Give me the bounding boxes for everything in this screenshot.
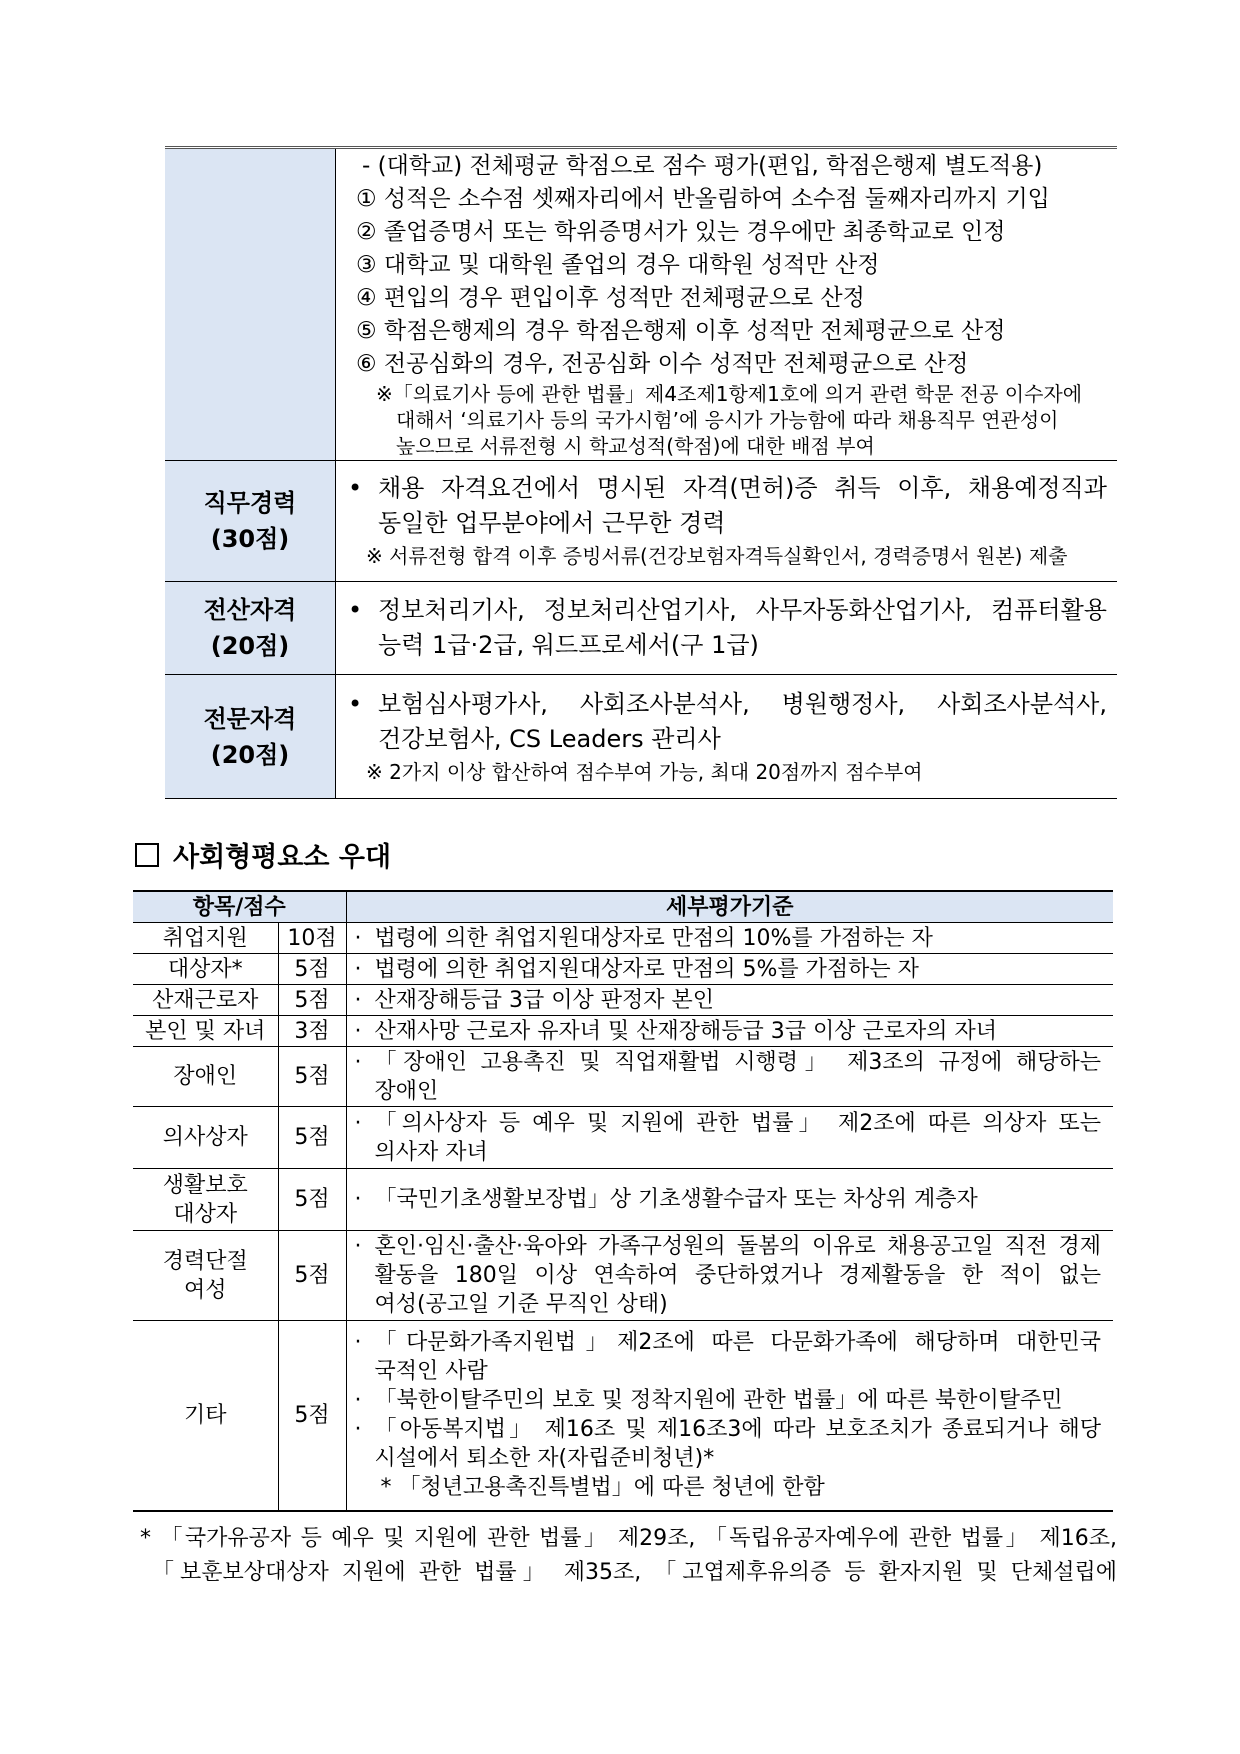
section-title: 사회형평요소 우대 <box>173 842 392 873</box>
row-score: 5점 <box>278 1321 346 1511</box>
criteria-line: 혼인·임신·출산·육아와 가족구성원의 돌봄의 이유로 채용공고일 직전 경제 <box>374 1234 1101 1259</box>
academic-note-line-2: 대해서 ‘의료기사 등의 국가시험’에 응시가 가능함에 따라 채용직무 연관성이 <box>396 408 1059 432</box>
criteria-line: 「의사상자 등 예우 및 지원에 관한 법률」 제2조에 따른 의상자 또는 <box>374 1110 1101 1136</box>
row-criteria <box>346 923 1113 954</box>
middle-dot-icon: · <box>354 1110 362 1136</box>
table-row <box>133 923 1113 954</box>
row-score: 10점 <box>278 923 346 954</box>
row-score: 5점 <box>278 1107 346 1169</box>
criteria-line: 국적인 사람 <box>374 1359 488 1385</box>
academic-row <box>165 148 1117 461</box>
academic-item-2: ② 졸업증명서 또는 학위증명서가 있는 경우에만 최종학교로 인정 <box>356 219 1006 245</box>
bullet-icon: • <box>348 689 363 718</box>
table-row <box>133 1231 1113 1321</box>
row-label: 취업지원 <box>133 923 278 954</box>
professional-certificate-title: 전문자격 <box>203 704 297 733</box>
row-score: 5점 <box>278 1047 346 1107</box>
it-certificate-title: 전산자격 <box>203 596 297 624</box>
row-label: 산재근로자 <box>133 985 278 1016</box>
criteria-text: 법령에 의한 취업지원대상자로 만점의 10%를 가점하는 자 <box>374 925 933 951</box>
row-criteria <box>346 985 1113 1016</box>
academic-item-5: ⑤ 학점은행제의 경우 학점은행제 이후 성적만 전체평균으로 산정 <box>356 318 1006 344</box>
criteria-text: 산재사망 근로자 유자녀 및 산재장해등급 3급 이상 근로자의 자녀 <box>374 1018 998 1044</box>
academic-content-cell <box>336 148 1118 461</box>
row-score: 5점 <box>278 1169 346 1231</box>
row-label: 본인 및 자녀 <box>133 1016 278 1047</box>
it-certificate-row <box>165 582 1117 675</box>
professional-certificate-bullet <box>348 687 1107 757</box>
row-score: 5점 <box>278 985 346 1016</box>
social-equity-table <box>133 890 1113 1512</box>
header-criteria: 세부평가기준 <box>346 891 1113 923</box>
table-row <box>133 1016 1113 1047</box>
professional-certificate-note: ※ 2가지 이상 합산하여 점수부여 가능, 최대 20점까지 점수부여 <box>366 759 923 784</box>
table-row <box>133 985 1113 1016</box>
row-score: 5점 <box>278 1231 346 1321</box>
job-experience-label <box>165 461 336 582</box>
professional-certificate-line-2: 건강보험사, CS Leaders 관리사 <box>378 724 721 753</box>
it-certificate-label <box>165 582 336 675</box>
job-experience-line-1: 채용 자격요건에서 명시된 자격(면허)증 취득 이후, 채용예정직과 <box>378 474 1107 502</box>
youth-subnote: * 「청년고용촉진특별법」에 따른 청년에 한함 <box>380 1475 825 1501</box>
row-score: 3점 <box>278 1016 346 1047</box>
section-heading <box>135 835 391 874</box>
it-certificate-line-1: 정보처리기사, 정보처리산업기사, 사무자동화산업기사, 컴퓨터활용 <box>378 596 1107 624</box>
row-criteria <box>346 1107 1113 1169</box>
job-experience-note: ※ 서류전형 합격 이후 증빙서류(건강보험자격득실확인서, 경력증명서 원본) 제출 <box>366 544 1068 568</box>
professional-certificate-score: (20점) <box>210 740 290 769</box>
academic-note-line-1: ※「의료기사 등에 관한 법률」제4조제1항제1호에 의거 관련 학문 전공 이수자에 <box>376 382 1083 406</box>
middle-dot-icon: · <box>354 1330 362 1356</box>
academic-item-1: ① 성적은 소수점 셋째자리에서 반올림하여 소수점 둘째자리까지 기입 <box>356 186 1050 212</box>
row-label: 기타 <box>133 1321 278 1511</box>
row-label: 장애인 <box>133 1047 278 1107</box>
job-experience-title: 직무경력 <box>203 489 297 517</box>
row-label-line: 여성 <box>183 1277 227 1303</box>
academic-note-line-3: 높으므로 서류전형 시 학교성적(학점)에 대한 배점 부여 <box>396 434 875 458</box>
it-certificate-content <box>336 582 1118 675</box>
criteria-text: 「국민기초생활보장법」상 기초생활수급자 또는 차상위 계층자 <box>374 1187 978 1212</box>
row-label <box>133 1231 278 1321</box>
job-experience-content <box>336 461 1118 582</box>
bullet-icon: • <box>348 596 363 624</box>
table-row <box>133 1321 1113 1511</box>
middle-dot-icon: · <box>354 1187 362 1212</box>
academic-item-4: ④ 편입의 경우 편입이후 성적만 전체평균으로 산정 <box>356 285 865 311</box>
criteria-text: 산재장해등급 3급 이상 판정자 본인 <box>374 987 715 1013</box>
checkbox-square-icon <box>135 843 159 867</box>
row-criteria <box>346 1016 1113 1047</box>
row-label <box>133 1169 278 1231</box>
job-experience-line-2: 동일한 업무분야에서 근무한 경력 <box>378 509 726 537</box>
professional-certificate-label <box>165 675 336 799</box>
job-experience-row <box>165 461 1117 582</box>
evaluation-criteria-table <box>165 146 1117 799</box>
middle-dot-icon: · <box>354 987 362 1013</box>
row-label: 의사상자 <box>133 1107 278 1169</box>
middle-dot-icon: · <box>354 1234 362 1259</box>
academic-header: - (대학교) 전체평균 학점으로 점수 평가(편입, 학점은행제 별도적용) <box>362 153 1043 179</box>
middle-dot-icon: · <box>354 925 362 951</box>
it-certificate-score: (20점) <box>210 632 290 660</box>
bullet-icon: • <box>348 474 363 502</box>
row-label: 대상자* <box>133 954 278 985</box>
footnote-line-2: 「보훈보상대상자 지원에 관한 법률」 제35조, 「고엽제후유의증 등 환자지원 및 단체설립에 <box>152 1560 1117 1585</box>
table-row <box>133 954 1113 985</box>
job-experience-bullet <box>348 471 1107 541</box>
middle-dot-icon: · <box>354 1417 362 1443</box>
professional-certificate-row <box>165 675 1117 799</box>
table-row <box>133 1107 1113 1169</box>
row-criteria <box>346 954 1113 985</box>
criteria-text: 법령에 의한 취업지원대상자로 만점의 5%를 가점하는 자 <box>374 956 919 982</box>
professional-certificate-content <box>336 675 1118 799</box>
criteria-line: 「장애인 고용촉진 및 직업재활법 시행령」 제3조의 규정에 해당하는 <box>374 1049 1101 1075</box>
middle-dot-icon: · <box>354 1049 362 1075</box>
academic-label-cell <box>165 148 336 461</box>
row-score: 5점 <box>278 954 346 985</box>
row-criteria <box>346 1231 1113 1321</box>
equity-header-row <box>133 891 1113 923</box>
footnote-line-1: * 「국가유공자 등 예우 및 지원에 관한 법률」 제29조, 「독립유공자예우에 관한 법률」 제16조, <box>140 1526 1117 1551</box>
criteria-line: 활동을 180일 이상 연속하여 중단하였거나 경제활동을 한 적이 없는 <box>374 1263 1101 1288</box>
job-experience-score: (30점) <box>210 525 290 553</box>
row-criteria <box>346 1321 1113 1511</box>
criteria-line: 「아동복지법」 제16조 및 제16조3에 따라 보호조치가 종료되거나 해당 <box>374 1417 1101 1443</box>
middle-dot-icon: · <box>354 1018 362 1044</box>
academic-item-3: ③ 대학교 및 대학원 졸업의 경우 대학원 성적만 산정 <box>356 252 880 278</box>
row-criteria <box>346 1169 1113 1231</box>
table-row <box>133 1169 1113 1231</box>
it-certificate-line-2: 능력 1급·2급, 워드프로세서(구 1급) <box>378 631 759 659</box>
criteria-line: 「다문화가족지원법」제2조에 따른 다문화가족에 해당하며 대한민국 <box>374 1330 1101 1356</box>
row-label-line: 경력단절 <box>162 1248 248 1274</box>
criteria-line: 장애인 <box>374 1078 439 1104</box>
academic-item-6: ⑥ 전공심화의 경우, 전공심화 이수 성적만 전체평균으로 산정 <box>356 351 969 377</box>
criteria-line: 여성(공고일 기준 무직인 상태) <box>374 1292 668 1317</box>
row-criteria <box>346 1047 1113 1107</box>
middle-dot-icon: · <box>354 1388 362 1414</box>
criteria-line: 의사자 자녀 <box>374 1139 488 1165</box>
table-row <box>133 1047 1113 1107</box>
footnote <box>140 1522 1117 1590</box>
middle-dot-icon: · <box>354 956 362 982</box>
criteria-line: 「북한이탈주민의 보호 및 정착지원에 관한 법률」에 따른 북한이탈주민 <box>374 1388 1063 1414</box>
it-certificate-bullet <box>348 593 1107 663</box>
row-label-line: 생활보호 <box>162 1172 248 1198</box>
criteria-line: 시설에서 퇴소한 자(자립준비청년)* <box>374 1446 715 1472</box>
professional-certificate-line-1: 보험심사평가사, 사회조사분석사, 병원행정사, 사회조사분석사, <box>378 689 1107 718</box>
row-label-line: 대상자 <box>173 1201 238 1227</box>
header-item-score: 항목/점수 <box>133 891 346 923</box>
